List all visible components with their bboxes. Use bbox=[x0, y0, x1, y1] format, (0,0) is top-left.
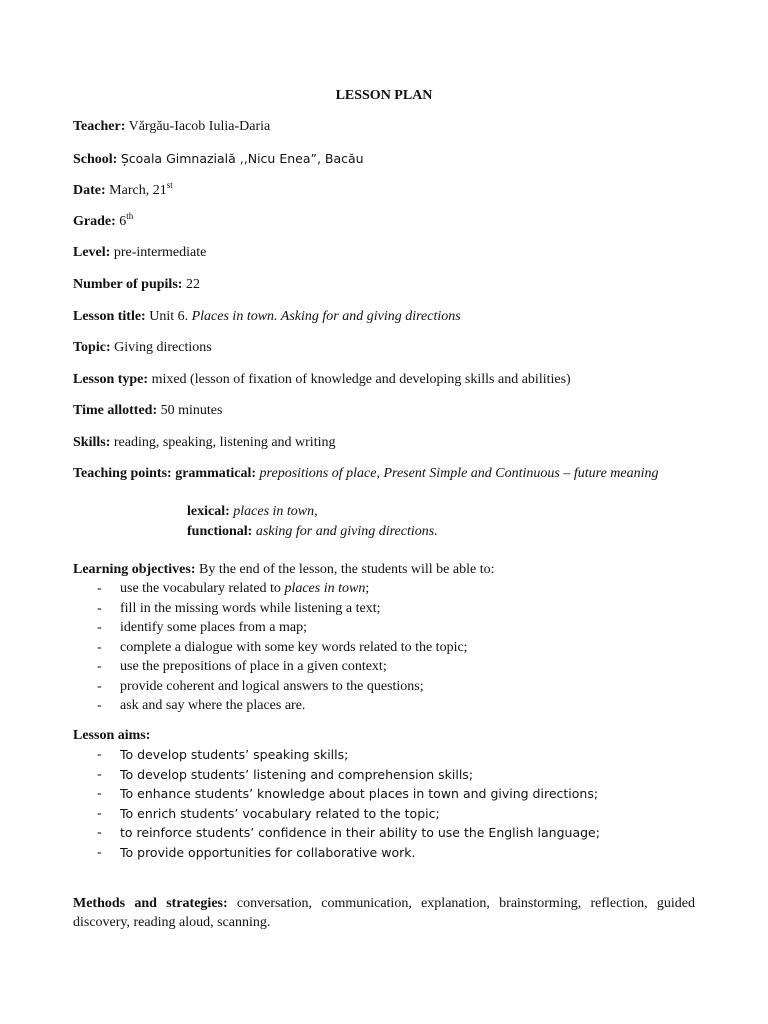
functional-label: functional: bbox=[187, 524, 253, 539]
lexical-line bbox=[187, 502, 318, 521]
objectives-list bbox=[73, 579, 468, 716]
school-value: Școala Gimnazială ,,Nicu Enea”, Bacău bbox=[120, 151, 364, 166]
date-line bbox=[73, 181, 173, 200]
lesson-type-line bbox=[73, 370, 571, 389]
grade-suffix: th bbox=[126, 211, 134, 221]
time-value: 50 minutes bbox=[160, 403, 223, 418]
list-item: - use the prepositions of place in a given context; bbox=[97, 659, 387, 674]
list-item: - identify some places from a map; bbox=[97, 620, 307, 635]
grammatical-value: prepositions of place, Present Simple and Continuous – future meaning bbox=[259, 466, 659, 481]
list-item: - To develop students’ listening and comprehension skills; bbox=[97, 766, 474, 782]
dash-bullet: - bbox=[97, 581, 102, 596]
list-item: - provide coherent and logical answers to the questions; bbox=[97, 678, 424, 694]
dash-bullet: - bbox=[97, 747, 102, 762]
dash-bullet: - bbox=[97, 678, 102, 694]
lesson-title-prefix: Unit 6. bbox=[149, 309, 192, 324]
dash-bullet: - bbox=[97, 639, 102, 655]
dash-bullet: - bbox=[97, 698, 102, 713]
list-item: - To provide opportunities for collaborative work. bbox=[97, 844, 416, 860]
date-label: Date: bbox=[73, 183, 106, 198]
dash-bullet: - bbox=[97, 786, 102, 801]
objectives-label: Learning objectives: bbox=[73, 562, 196, 577]
dash-bullet: - bbox=[97, 825, 102, 840]
topic-label: Topic: bbox=[73, 340, 111, 355]
date-suffix: st bbox=[166, 180, 173, 190]
list-item: - ask and say where the places are. bbox=[97, 698, 306, 713]
lexical-label: lexical: bbox=[187, 504, 230, 519]
functional-value: asking for and giving directions. bbox=[255, 524, 438, 539]
lesson-type-label: Lesson type: bbox=[73, 372, 149, 387]
pupils-label: Number of pupils: bbox=[73, 277, 183, 292]
teaching-points-label: Teaching points: bbox=[73, 466, 172, 481]
grade-value: 6 bbox=[119, 214, 127, 229]
list-item: - complete a dialogue with some key words related to the topic; bbox=[97, 639, 468, 655]
functional-line bbox=[187, 522, 438, 541]
list-item: - to reinforce students’ confidence in their ability to use the English language; bbox=[97, 825, 600, 840]
aims-list bbox=[73, 745, 600, 862]
skills-line bbox=[73, 433, 335, 452]
dash-bullet: - bbox=[97, 659, 102, 674]
list-item: - To enrich students’ vocabulary related to the topic; bbox=[97, 805, 440, 821]
teacher-value: Vărgău-Iacob Iulia-Daria bbox=[128, 119, 271, 134]
school-line bbox=[73, 149, 364, 169]
dash-bullet: - bbox=[97, 620, 102, 635]
grade-line bbox=[73, 212, 133, 231]
methods-label: Methods and strategies: bbox=[73, 896, 228, 911]
aims-heading: Lesson aims: bbox=[73, 728, 151, 743]
lesson-title-value: Places in town. Asking for and giving directions bbox=[191, 309, 461, 324]
topic-value: Giving directions bbox=[114, 340, 212, 355]
lesson-type-value: mixed (lesson of fixation of knowledge and developing skills and abilities) bbox=[151, 372, 571, 387]
teacher-label: Teacher: bbox=[73, 119, 126, 134]
lesson-title-line bbox=[73, 307, 461, 326]
grammatical-label: grammatical: bbox=[175, 466, 257, 481]
time-line bbox=[73, 401, 222, 420]
level-label: Level: bbox=[73, 245, 111, 260]
methods-value: conversation, communication, explanation, brainstorming, reflection, guided discovery, reading aloud, scanning. bbox=[73, 896, 695, 930]
pupils-line bbox=[73, 275, 200, 294]
list-item: - use the vocabulary related to places in town; bbox=[97, 581, 370, 596]
list-item: - To enhance students’ knowledge about places in town and giving directions; bbox=[97, 786, 599, 801]
dash-bullet: - bbox=[97, 844, 102, 860]
topic-line bbox=[73, 338, 212, 357]
date-value: March, 21 bbox=[109, 183, 167, 198]
level-value: pre-intermediate bbox=[113, 245, 207, 260]
page-title: LESSON PLAN bbox=[335, 88, 433, 103]
objectives-heading bbox=[73, 560, 495, 579]
skills-value: reading, speaking, listening and writing bbox=[113, 435, 336, 450]
lexical-value: places in town, bbox=[233, 504, 318, 519]
dash-bullet: - bbox=[97, 600, 102, 616]
grade-label: Grade: bbox=[73, 214, 116, 229]
teaching-points-paragraph bbox=[73, 464, 695, 483]
teacher-line bbox=[73, 117, 270, 136]
skills-label: Skills: bbox=[73, 435, 111, 450]
dash-bullet: - bbox=[97, 766, 102, 782]
methods-paragraph bbox=[73, 894, 695, 932]
objectives-intro: By the end of the lesson, the students will be able to: bbox=[198, 562, 495, 577]
lesson-title-label: Lesson title: bbox=[73, 309, 146, 324]
list-item: - To develop students’ speaking skills; bbox=[97, 747, 349, 762]
time-label: Time allotted: bbox=[73, 403, 158, 418]
level-line bbox=[73, 243, 206, 262]
dash-bullet: - bbox=[97, 805, 102, 821]
school-label: School: bbox=[73, 152, 118, 167]
pupils-value: 22 bbox=[185, 277, 200, 292]
list-item: - fill in the missing words while listening a text; bbox=[97, 600, 381, 616]
